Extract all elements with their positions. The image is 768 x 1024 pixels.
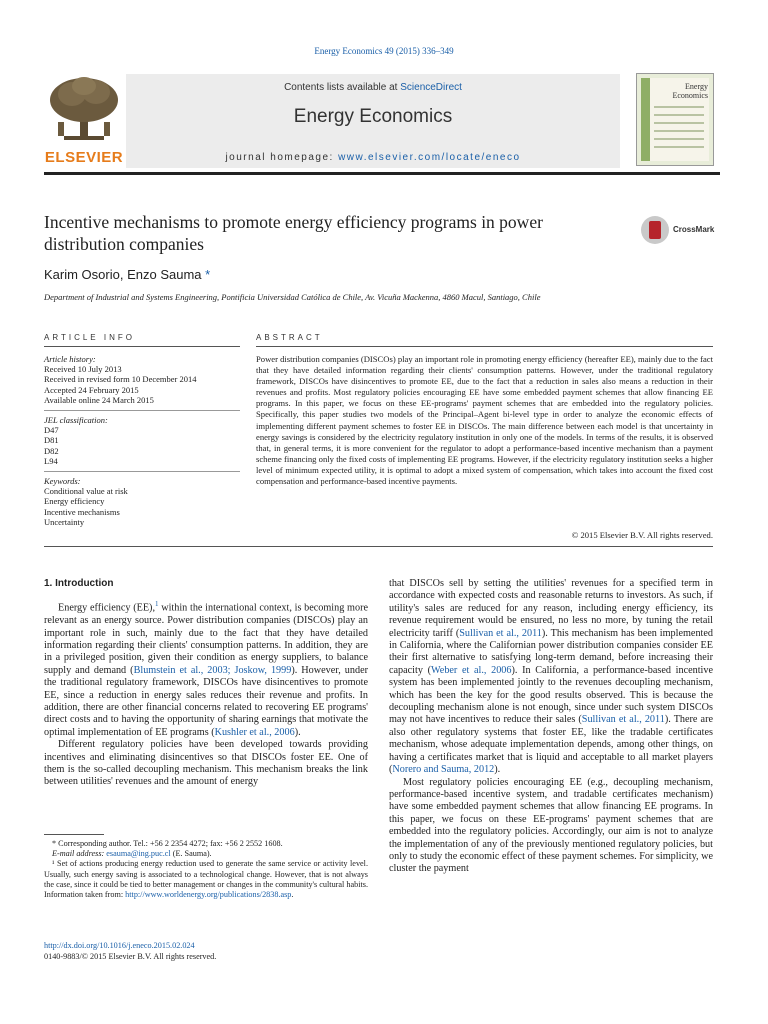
paragraph: Different regulatory policies have been developed towards providing incentives and eliminating disincentives so that DISCOs foster EE. One of them is the so-called decoupling mechanism. This mechanism breaks the link between utilities' revenues and the amount of energy: [44, 739, 368, 788]
text-run: .: [291, 890, 294, 900]
sciencedirect-link[interactable]: ScienceDirect: [400, 82, 462, 93]
text-run: ). This mechanism has been implemented in California, where the Californian power distribution companies consider EE their first alternative to satisfying long-term demand, before increasing their capacity (: [389, 627, 713, 676]
homepage-line: [126, 152, 620, 163]
abstract-text: Power distribution companies (DISCOs) play an important role in promoting energy efficiency (hereafter EE), mainly due to the fact that they have detailed information regarding their clients' consumption patterns. However, under the traditional regulatory framework, DISCOs have disincentives to promote EE, due to the fact that a reduction in sales also means a reduction in their revenues and profits. Most regulatory policies encouraging EE have some embedded payment schemes that allow financing EE programs. In this paper, we focus on these EE-programs' payment schemes that are embedded into the regulatory policies. Specifically, this paper studies two models of the Principal–Agent bi-level type in order to analyze the economic effects of implementing different payment schemes to foster EE in DISCOs. The main difference between each model is that uncertainty in energy savings is considered by the electricity regulatory institution in only one of the models. In terms of the results, it is observed that, in general terms, it is more convenient for the regulator to adopt a performance-based incentive mechanism than a payment scheme financing only the fixed costs of implementing EE programs. However, if the electricity regulatory institution seeks a higher level of minimum expected utility, it is optimal to adopt a mixed system of compensation, which takes into account the fixed cost compensation and performance-based incentive payments.: [256, 354, 713, 487]
article-history: [44, 354, 240, 405]
authors: [44, 267, 210, 282]
abstract-heading: ABSTRACT: [256, 333, 323, 342]
keyword: Incentive mechanisms: [44, 506, 120, 517]
history-item: Received in revised form 10 December 2014: [44, 374, 197, 385]
keywords: [44, 476, 240, 527]
citation-link[interactable]: Norero and Sauma, 2012: [392, 764, 495, 776]
crossmark-icon: [641, 216, 669, 244]
text-run: ).: [294, 726, 301, 738]
cover-line: [654, 114, 704, 116]
footnote-corresponding: * Corresponding author. Tel.: +56 2 2354 4272; fax: +56 2 2552 1608.: [52, 839, 283, 848]
citation-link[interactable]: Blumstein et al., 2003; Joskow, 1999: [133, 664, 292, 676]
footnote-email: [44, 849, 368, 859]
keywords-label: Keywords:: [44, 476, 81, 487]
affiliation: Department of Industrial and Systems Engineering, Pontificia Universidad Católica de Chile, Av. Vicuña Mackenna, 4860 Macul, Santiago, Chile: [44, 292, 541, 302]
cover-line: [654, 130, 704, 132]
text-run: that DISCOs sell by setting the utilities' revenues for a specified term in accordance with expected costs and reasonable returns to investors. As such, if utility's sales are reduced for any reason, including energy efficiency, its revenue requirement would be ensured, no less no more, by tuning the retail electricity tariff (: [389, 578, 713, 639]
doi-link[interactable]: http://dx.doi.org/10.1016/j.eneco.2015.02.024: [44, 941, 195, 950]
footnote-link[interactable]: http://www.worldenergy.org/publications/2838.asp: [125, 890, 292, 900]
email-label: E-mail address:: [52, 849, 107, 859]
crossmark-label: CrossMark: [673, 225, 715, 234]
history-label: Article history:: [44, 354, 96, 364]
text-run: ). There are also other regulatory systems that foster EE, like the tradable certificates mechanism, whose adequate implementation depends, among other things, on having a certificates market that is liquid and acceptable to all market players (: [389, 714, 713, 776]
jel-label: JEL classification:: [44, 415, 108, 426]
article-info: [44, 354, 240, 532]
footnote-ref[interactable]: 1: [155, 600, 159, 609]
corresponding-author-marker[interactable]: *: [205, 267, 211, 282]
history-item: Available online 24 March 2015: [44, 394, 154, 405]
homepage-prefix: journal homepage:: [225, 152, 339, 163]
paragraph: [44, 598, 368, 739]
cover-line: [654, 106, 704, 108]
doi-block: [44, 940, 216, 962]
divider: [44, 471, 240, 472]
text-run: (E. Sauma).: [170, 849, 212, 859]
author-names: Karim Osorio, Enzo Sauma: [44, 267, 202, 282]
issn-line: 0140-9883/© 2015 Elsevier B.V. All rights reserved.: [44, 952, 217, 961]
paragraph: [389, 578, 713, 777]
email-link[interactable]: esauma@ing.puc.cl: [106, 849, 171, 859]
citation-link[interactable]: Sullivan et al., 2011: [459, 627, 542, 639]
history-item: Received 10 July 2013: [44, 364, 122, 375]
text-run: within the international context, is becoming more relevant as an energy source. Power distribution companies (DISCOs) play an important role in such, mainly due to the fact that they have detailed information regarding their clients' consumption patterns. In addition, they are in a privileged position, given their condition as energy suppliers, to balance supply and demand (: [44, 602, 368, 676]
divider: [44, 546, 713, 547]
elsevier-logo: [44, 74, 124, 166]
citation-link[interactable]: Kushler et al., 2006: [214, 726, 295, 738]
tree-icon: [44, 74, 124, 148]
body-column-left: [44, 578, 368, 789]
journal-reference[interactable]: Energy Economics 49 (2015) 336–349: [314, 46, 454, 56]
keyword: Uncertainty: [44, 516, 85, 527]
contents-line: [126, 82, 620, 93]
divider: [256, 346, 713, 347]
section-heading-introduction: 1. Introduction: [44, 578, 114, 589]
elsevier-wordmark: ELSEVIER: [44, 149, 124, 166]
paragraph: Most regulatory policies encouraging EE (e.g., decoupling mechanism, performance-based incentive system, and tradable certificates mechanism) have some embedded payment schemes that allow financing EE programs. In this paper, we focus on these EE-programs' payment schemes that are embedded into the regulatory policies. Accordingly, our aim is not to analyze the implementation of any of the previously mentioned regulatory policies, but only to study the economic effect of these payment schemes. For simplicity, we cluster the payment: [389, 776, 713, 875]
jel-code: D47: [44, 425, 59, 436]
history-item: Accepted 24 February 2015: [44, 384, 139, 395]
article-info-heading: ARTICLE INFO: [44, 333, 135, 342]
text-run: ). However, under the traditional regulatory framework, DISCOs have disincentives to promote EE, since a reduction in energy sales reduces their revenue and profits. In addition, there are other financial concerns related to recovering EE programs' direct costs and to having the opportunity of sharing earnings that motivate the optimal implementation of EE programs (: [44, 664, 368, 738]
text-run: ¹ Set of actions producing energy reduction used to generate the same service or activity level. Usually, such energy saving is associated to a technological change. However, that is not always the case, since it could be tied to better management or changes in the community's cultural habits. Information taken from:: [44, 859, 368, 900]
jel-code: L94: [44, 455, 58, 466]
cover-title: Energy Economics: [672, 82, 708, 100]
copyright: © 2015 Elsevier B.V. All rights reserved.: [571, 530, 713, 540]
body-column-right: [389, 578, 713, 876]
keyword: Energy efficiency: [44, 496, 105, 507]
citation-link[interactable]: Sullivan et al., 2011: [581, 714, 665, 726]
jel-classification: [44, 415, 240, 466]
cover-line: [654, 122, 704, 124]
journal-name: Energy Economics: [293, 106, 453, 127]
cover-line: [654, 138, 704, 140]
crossmark-bookmark-icon: [649, 221, 661, 239]
cover-page: [641, 78, 709, 161]
jel-code: D81: [44, 435, 59, 446]
header-rule: [44, 172, 720, 175]
text-run: Energy efficiency (EE),: [58, 602, 155, 614]
jel-code: D82: [44, 445, 59, 456]
journal-cover-thumbnail[interactable]: [636, 73, 714, 166]
contents-prefix: Contents lists available at: [284, 82, 401, 93]
citation-link[interactable]: Weber et al., 2006: [431, 664, 512, 676]
footnotes: [44, 839, 368, 900]
divider: [44, 410, 240, 411]
paper-title: Incentive mechanisms to promote energy efficiency programs in power distribution companies: [44, 212, 543, 254]
footnote-1: [44, 859, 368, 900]
keyword: Conditional value at risk: [44, 486, 128, 497]
cover-line: [654, 146, 704, 148]
text-run: ).: [494, 764, 501, 776]
footnote-rule: [44, 834, 104, 835]
crossmark-badge[interactable]: [641, 216, 721, 244]
text-run: ). In California, a performance-based incentive system has been implemented jointly to the revenues decoupling mechanism, which has been the key for the good results observed. This is because the decoupling mechanism alone is not enough, since under such system DISCOs may not have incentives to reduce their sales (: [389, 664, 713, 726]
homepage-link[interactable]: www.elsevier.com/locate/eneco: [338, 152, 521, 163]
divider: [44, 346, 240, 347]
